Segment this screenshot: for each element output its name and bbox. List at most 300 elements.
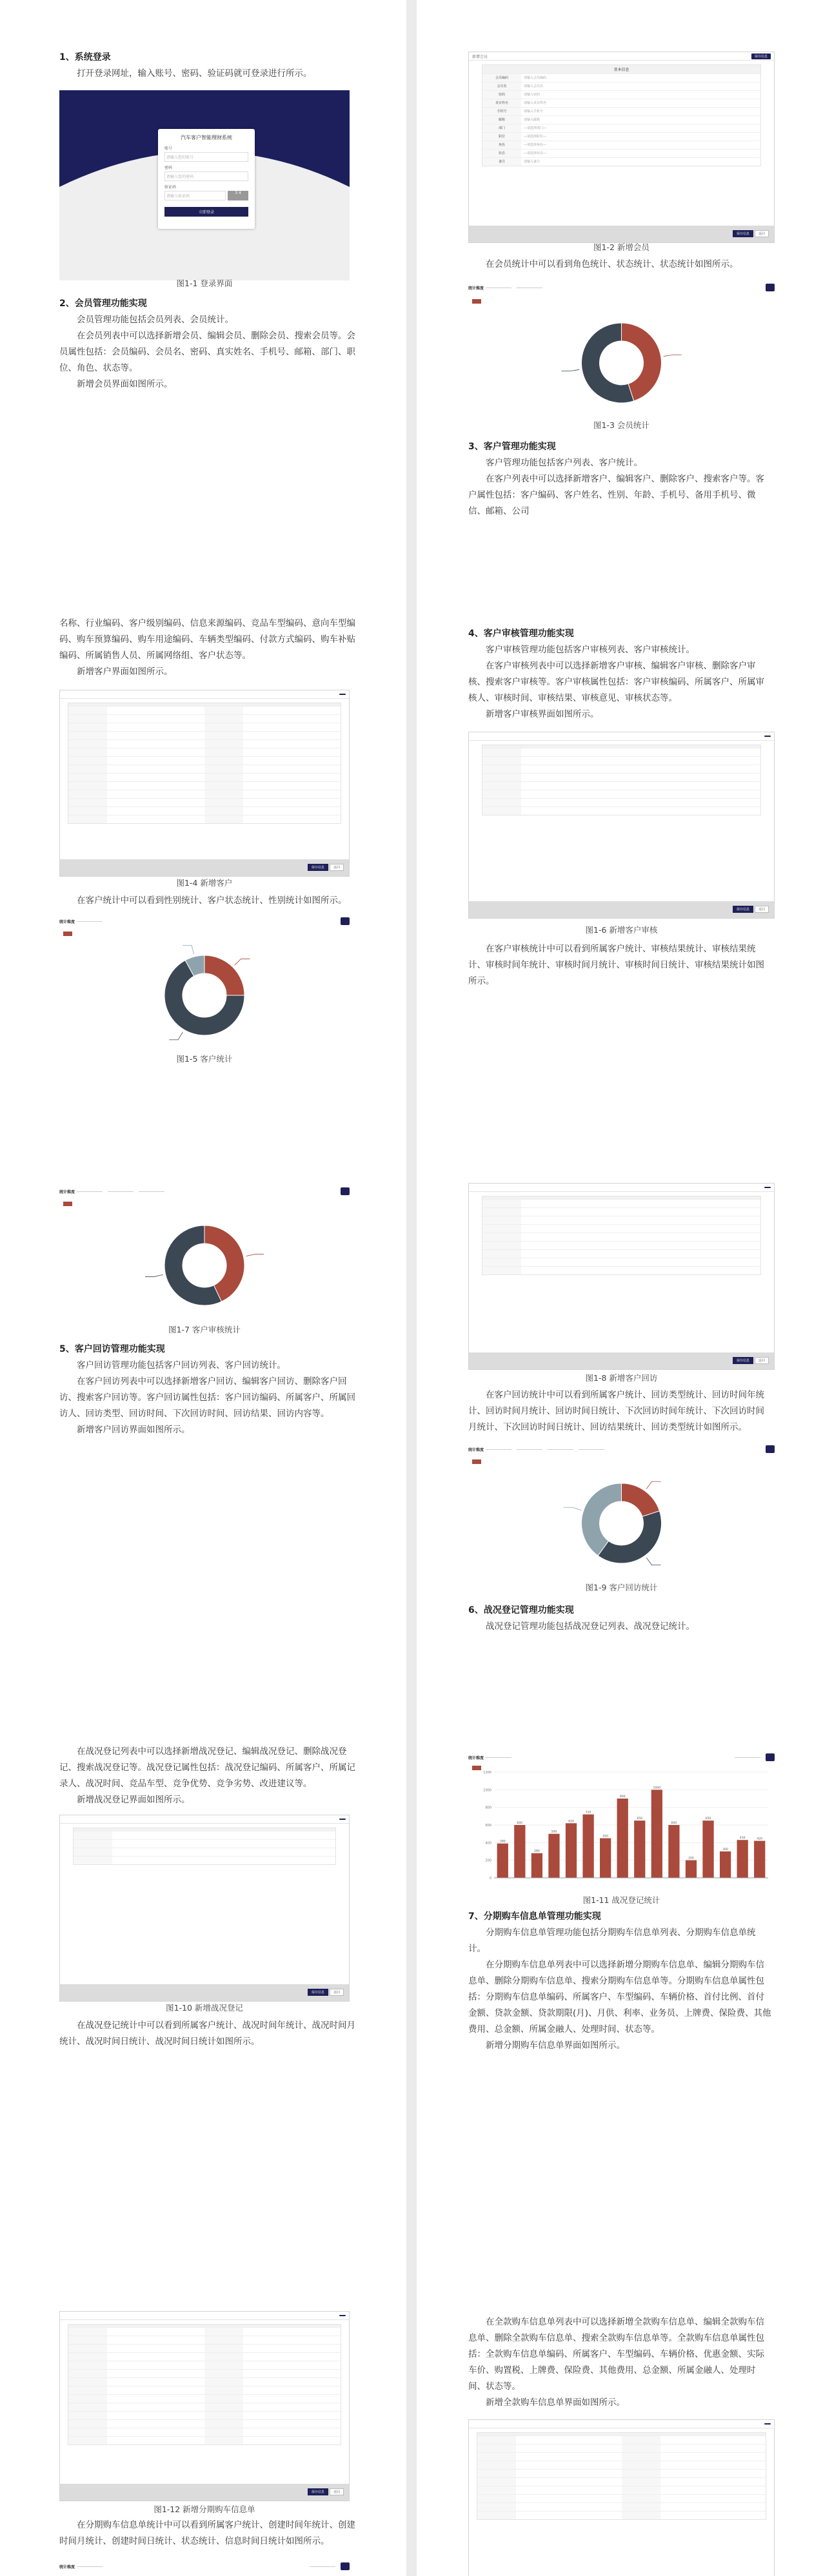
form-row (68, 756, 341, 765)
form-label (204, 2428, 243, 2436)
form-label (622, 2503, 660, 2511)
form-input[interactable] (516, 2453, 622, 2461)
y-tick-label: 200 (485, 1859, 491, 1863)
form-label (204, 715, 243, 723)
form-label (68, 2336, 107, 2344)
label-line (145, 1274, 163, 1276)
figure-caption: 图1-9 客户回访统计 (585, 1583, 658, 1592)
search-button[interactable] (766, 1445, 775, 1453)
form-input[interactable] (243, 707, 341, 714)
form-input[interactable] (107, 748, 204, 756)
filter-select[interactable] (77, 1191, 103, 1192)
form-input[interactable] (521, 782, 760, 790)
form-label (204, 790, 243, 798)
legend-swatch (472, 299, 481, 304)
form-input[interactable] (521, 1225, 760, 1233)
form-input[interactable]: 请输入手机号 (524, 110, 544, 113)
form-row (482, 1258, 760, 1266)
form-input[interactable] (107, 2428, 204, 2436)
figure-caption: 图1-3 会员统计 (593, 420, 649, 430)
bar (617, 1799, 628, 1878)
form-label: 密码 (482, 91, 521, 99)
form-input[interactable] (521, 1208, 760, 1216)
filter-select[interactable] (486, 1449, 511, 1450)
form-input[interactable] (516, 2461, 622, 2469)
search-button[interactable] (341, 1187, 350, 1195)
form-input[interactable] (107, 740, 204, 748)
form-input[interactable] (243, 2437, 341, 2444)
form-label (482, 799, 521, 806)
form-row (68, 765, 341, 773)
form-input[interactable] (521, 1267, 760, 1274)
back-button[interactable]: 返回 (330, 864, 344, 871)
form-input[interactable]: —请选择职位— (524, 135, 547, 139)
form-row (477, 2444, 766, 2452)
pie-chart (59, 929, 350, 1051)
form-input[interactable] (107, 807, 204, 815)
filter-select[interactable] (77, 2566, 103, 2567)
filter-select[interactable] (310, 2566, 335, 2567)
form-label (204, 757, 243, 765)
bar-value-label: 300 (722, 1848, 728, 1851)
save-info-button[interactable]: 保存信息 (308, 2488, 328, 2495)
form-label (68, 2428, 107, 2436)
form-label (204, 807, 243, 815)
form-input[interactable] (243, 2361, 341, 2369)
paragraph: 在会员统计中可以看到角色统计、状态统计、状态统计如图所示。 (486, 259, 739, 269)
doc-page-9 (0, 2259, 406, 2576)
form-row (68, 2403, 341, 2411)
form-input[interactable] (107, 2328, 204, 2336)
form-input[interactable]: —请选择状态— (524, 151, 547, 155)
bar (686, 1860, 697, 1878)
code-label: 验证码 (164, 185, 177, 190)
pie-chart (59, 1199, 350, 1322)
figure-caption: 图1-8 新增客户回访 (585, 1373, 658, 1383)
paragraph: 新增客户回访界面如图所示。 (77, 1425, 190, 1435)
form-label (68, 2437, 107, 2444)
form-input[interactable] (243, 715, 341, 723)
form-row (68, 773, 341, 781)
form-input[interactable] (243, 2370, 341, 2377)
form-input[interactable] (107, 2353, 204, 2361)
bar-value-label: 200 (688, 1857, 694, 1860)
form-row (482, 99, 760, 107)
search-button[interactable] (766, 284, 775, 291)
form-label (204, 707, 243, 714)
form-input[interactable] (660, 2503, 766, 2511)
filter-select[interactable] (486, 1757, 511, 1758)
form-label (204, 2386, 243, 2394)
filter-select[interactable] (517, 1449, 542, 1450)
form-input[interactable] (107, 790, 204, 798)
form-input[interactable] (107, 774, 204, 781)
form-row (482, 798, 760, 806)
form-input[interactable] (521, 1250, 760, 1258)
bar (600, 1839, 611, 1878)
form-row (74, 1848, 335, 1856)
form-input[interactable] (107, 707, 204, 714)
form-label (68, 723, 107, 731)
account-input[interactable]: 请输入您的账号 (164, 152, 248, 162)
form-input[interactable] (516, 2486, 622, 2494)
form-input[interactable]: 请输入邮箱 (524, 118, 540, 122)
form-input[interactable] (521, 774, 760, 781)
paragraph: 客户审核管理功能包括客户审核列表、客户审核统计。 (486, 645, 695, 655)
form-label (68, 2403, 107, 2411)
form-input[interactable] (107, 2437, 204, 2444)
bar (754, 1841, 765, 1878)
form-input[interactable] (660, 2461, 766, 2469)
pie-chart (468, 297, 775, 419)
form-input[interactable] (516, 2436, 622, 2444)
search-button[interactable] (341, 2562, 350, 2570)
paragraph: 新增会员界面如图所示。 (77, 379, 173, 389)
form-row (68, 2419, 341, 2428)
code-input[interactable]: 请输入验证码 (164, 191, 226, 200)
form-input[interactable] (243, 748, 341, 756)
paragraph: 在分期购车信息单统计中可以看到所属客户统计、创建时间年统计、创建时间月统计、创建时间日统计、状态统计、信息时间日统计如图所示。 (59, 2520, 355, 2546)
form-label (68, 2370, 107, 2377)
login-button[interactable]: 立即登录 (164, 207, 248, 217)
form-row (68, 2377, 341, 2386)
form-label (482, 782, 521, 790)
form-input[interactable] (660, 2478, 766, 2486)
form-input[interactable] (243, 723, 341, 731)
form-label (204, 2412, 243, 2419)
form-input[interactable] (107, 2412, 204, 2419)
form-row (68, 815, 341, 823)
form-input[interactable]: —请选择部门— (524, 126, 547, 130)
form-row (482, 157, 760, 166)
form-label (68, 757, 107, 765)
label-line (183, 946, 193, 955)
form-input[interactable] (243, 2428, 341, 2436)
form-input[interactable] (243, 2420, 341, 2428)
form-input[interactable] (521, 799, 760, 806)
form-input[interactable] (243, 790, 341, 798)
filter-select[interactable] (108, 1191, 134, 1192)
paragraph: 客户回访管理功能包括客户回访列表、客户回访统计。 (77, 1360, 286, 1371)
form-row (68, 706, 341, 714)
form-label (68, 2328, 107, 2336)
form-label: 状态 (482, 150, 521, 157)
form-input[interactable] (521, 790, 760, 798)
back-button[interactable]: 返回 (330, 2488, 344, 2495)
search-button[interactable] (341, 917, 350, 925)
form-input[interactable] (107, 2361, 204, 2369)
form-row (74, 1831, 335, 1839)
form-label: 职位 (482, 133, 521, 141)
bar (668, 1825, 679, 1878)
y-tick-label: 800 (485, 1806, 491, 1810)
section-heading: 5、客户回访管理功能实现 (59, 1344, 165, 1354)
form-input[interactable] (521, 1200, 760, 1207)
form-input[interactable] (516, 2512, 622, 2519)
save-button[interactable] (764, 1187, 771, 1188)
form-label (622, 2512, 660, 2519)
bar (531, 1853, 542, 1878)
label-line (235, 959, 250, 965)
form-input[interactable] (243, 2395, 341, 2403)
form-input[interactable] (521, 1258, 760, 1266)
save-button[interactable] (764, 2423, 771, 2425)
form-label (68, 790, 107, 798)
bar-value-label: 280 (534, 1849, 540, 1853)
form-input[interactable] (112, 1840, 335, 1848)
save-info-button[interactable]: 保存信息 (733, 230, 753, 237)
form-label (204, 2437, 243, 2444)
save-info-button[interactable]: 保存信息 (733, 906, 753, 913)
back-button[interactable]: 返回 (755, 230, 769, 237)
filter-select[interactable] (139, 1191, 164, 1192)
form-label (482, 757, 521, 765)
form-label (204, 740, 243, 748)
form-input[interactable] (516, 2470, 622, 2477)
bar (548, 1834, 559, 1878)
form-row (74, 1856, 335, 1864)
label-line (563, 1507, 580, 1510)
form-input[interactable] (107, 799, 204, 806)
password-label: 密码 (164, 166, 173, 170)
add-review-screenshot (468, 732, 775, 919)
form-row (477, 2452, 766, 2461)
form-input[interactable] (243, 740, 341, 748)
save-info-button[interactable]: 保存信息 (733, 1357, 753, 1364)
form-input[interactable] (521, 807, 760, 815)
form-label (482, 1200, 521, 1207)
form-input[interactable] (243, 2336, 341, 2344)
form-input[interactable] (521, 1242, 760, 1249)
chart-filter: 统计维度 (59, 2562, 350, 2570)
form-row (482, 1241, 760, 1249)
form-input[interactable]: 请输入真实姓名 (524, 101, 547, 105)
form-label (204, 2361, 243, 2369)
form-label (74, 1857, 112, 1864)
paragraph: 在战况登记列表中可以选择新增战况登记、编辑战况登记、删除战况登记、搜索战况登记等。战况登记属性包括：战况登记编码、所属客户、所属记录人、战况时间、竞品车型、竞争优势、竞争劣势、改进建议等。 (59, 1746, 355, 1789)
paragraph: 在客户回访列表中可以选择新增客户回访、编辑客户回访、删除客户回访、搜索客户回访等。客户回访属性包括：客户回访编码、所属客户、所属回访人、回访类型、回访时间、下次回访时间、回访结果、回访内容等。 (59, 1376, 355, 1419)
bar (651, 1790, 662, 1878)
form-input[interactable] (660, 2495, 766, 2503)
form-label: 手机号 (482, 108, 521, 115)
form-input[interactable] (243, 765, 341, 773)
form-input[interactable] (660, 2486, 766, 2494)
back-button[interactable]: 返回 (755, 1357, 769, 1364)
figure-caption: 图1-10 新增战况登记 (166, 2003, 243, 2013)
form-row (482, 82, 760, 90)
save-button[interactable] (339, 2315, 346, 2316)
form-input[interactable] (521, 765, 760, 773)
form-input[interactable] (660, 2436, 766, 2444)
form-label (482, 790, 521, 798)
form-label (622, 2495, 660, 2503)
form-input[interactable] (521, 1216, 760, 1224)
label-line (646, 1557, 660, 1565)
form-input[interactable] (243, 799, 341, 806)
form-row (68, 798, 341, 806)
pie-slice (598, 1511, 661, 1563)
back-button[interactable]: 返回 (755, 906, 769, 913)
form-input[interactable] (521, 757, 760, 765)
form-input[interactable] (243, 2378, 341, 2386)
form-label (204, 2336, 243, 2344)
form-input[interactable] (243, 2353, 341, 2361)
form-input[interactable] (243, 732, 341, 739)
bar-chart (468, 1763, 775, 1892)
form-input[interactable] (521, 1233, 760, 1241)
form-input[interactable] (243, 2412, 341, 2419)
form-label (68, 2361, 107, 2369)
form-input[interactable] (660, 2512, 766, 2519)
form-input[interactable] (107, 2345, 204, 2352)
form-input[interactable] (112, 1848, 335, 1856)
form-row (68, 2344, 341, 2352)
form-input[interactable] (516, 2495, 622, 2503)
filter-select[interactable] (735, 1757, 760, 1758)
form-input[interactable] (107, 2336, 204, 2344)
form-input[interactable] (660, 2444, 766, 2452)
form-row (477, 2486, 766, 2494)
form-input[interactable] (112, 1857, 335, 1864)
label-line (246, 1254, 264, 1256)
form-input[interactable] (107, 2370, 204, 2377)
form-label: 会员名 (482, 83, 521, 90)
form-row (482, 73, 760, 82)
form-label (74, 1831, 112, 1839)
legend-swatch (63, 932, 72, 936)
save-info-button[interactable]: 保存信息 (308, 864, 328, 871)
bar (737, 1840, 748, 1878)
legend-swatch (472, 1766, 481, 1770)
form-label (68, 2378, 107, 2386)
form-input[interactable] (243, 774, 341, 781)
form-input[interactable] (107, 757, 204, 765)
form-input[interactable]: 请输入会员名 (524, 84, 544, 88)
add-fullpay-screenshot (468, 2419, 775, 2576)
form-input[interactable] (516, 2503, 622, 2511)
search-button[interactable] (766, 1753, 775, 1761)
form-input[interactable] (112, 1831, 335, 1839)
captcha-image[interactable]: 3 4 (228, 191, 248, 200)
form-input[interactable] (107, 2395, 204, 2403)
form-input[interactable] (107, 2403, 204, 2411)
form-input[interactable]: 请输入会员编码 (524, 76, 547, 80)
form-input[interactable] (107, 732, 204, 739)
filter-select[interactable] (77, 921, 103, 922)
filter-select[interactable] (579, 1449, 604, 1450)
form-input[interactable] (243, 2328, 341, 2336)
form-label (482, 807, 521, 815)
form-input[interactable]: 请输入备注 (524, 160, 540, 164)
form-input[interactable] (243, 815, 341, 823)
y-tick-label: 600 (485, 1824, 491, 1828)
form-label (68, 2395, 107, 2403)
form-label (482, 1216, 521, 1224)
chart-filter: 统计维度 (468, 1753, 775, 1761)
form-input[interactable] (243, 782, 341, 790)
form-row (477, 2503, 766, 2511)
save-button[interactable] (764, 736, 771, 737)
form-input[interactable] (107, 2420, 204, 2428)
paragraph: 新增分期购车信息单界面如图所示。 (486, 2040, 625, 2051)
form-input[interactable] (243, 757, 341, 765)
form-input[interactable] (660, 2470, 766, 2477)
form-label (68, 732, 107, 739)
form-label (204, 2370, 243, 2377)
form-input[interactable] (107, 782, 204, 790)
filter-select[interactable] (548, 1449, 573, 1450)
form-label: 会员编码 (482, 74, 521, 82)
save-info-button[interactable]: 保存信息 (308, 1989, 328, 1996)
form-input[interactable] (243, 2403, 341, 2411)
form-row (68, 2361, 341, 2369)
form-label: 真实姓名 (482, 99, 521, 107)
chart-filter: 统计维度 (59, 1187, 350, 1195)
form-input[interactable] (107, 815, 204, 823)
form-label (482, 1258, 521, 1266)
bar-value-label: 420 (757, 1837, 763, 1841)
paragraph: 客户管理功能包括客户列表、客户统计。 (486, 458, 642, 468)
figure-caption: 图1-2 新增会员 (593, 242, 649, 252)
section-heading: 7、分期购车信息单管理功能实现 (468, 1911, 601, 1922)
form-input[interactable]: 请输入密码 (524, 93, 540, 97)
form-label (482, 1267, 521, 1274)
form-input[interactable] (243, 807, 341, 815)
form-input[interactable] (107, 2378, 204, 2386)
form-row (482, 1249, 760, 1258)
form-label (482, 1250, 521, 1258)
legend-swatch (63, 1202, 72, 1206)
form-row (68, 2428, 341, 2436)
form-input[interactable] (107, 765, 204, 773)
form-input[interactable] (107, 2386, 204, 2394)
form-label (204, 2353, 243, 2361)
save-button[interactable] (339, 694, 346, 695)
form-input[interactable]: —请选择角色— (524, 143, 547, 147)
bar-value-label: 650 (705, 1817, 711, 1821)
paragraph: 在全款购车信息单列表中可以选择新增全款购车信息单、编辑全款购车信息单、删除全款购车信息单、搜索全款购车信息单等。全款购车信息单属性包括：全款购车信息单编码、所属客户、车型编码、车辆价格、优惠金额、实际车价、购置税、上牌费、保险费、其他费用、总金额、所属金融人、处理时间、状态等。 (468, 2317, 764, 2392)
password-input[interactable]: 请输入您的密码 (164, 171, 248, 181)
form-label (482, 1242, 521, 1249)
bar-value-label: 450 (602, 1835, 608, 1839)
form-input[interactable] (243, 2345, 341, 2352)
form-label (68, 715, 107, 723)
form-input[interactable] (107, 715, 204, 723)
doc-page-4 (417, 571, 823, 1135)
form-label: 部门 (482, 124, 521, 132)
save-button[interactable]: 保存信息 (751, 54, 771, 59)
form-label (68, 707, 107, 714)
form-label (68, 782, 107, 790)
figure-caption: 图1-7 客户审核统计 (168, 1325, 241, 1334)
form-input[interactable] (516, 2444, 622, 2452)
chart-filter: 统计维度 (468, 1445, 775, 1453)
back-button[interactable]: 返回 (330, 1989, 344, 1996)
doc-page-5 (0, 1135, 406, 1699)
add-battle-record-screenshot (59, 1815, 350, 2002)
form-input[interactable] (516, 2478, 622, 2486)
form-input[interactable] (660, 2453, 766, 2461)
save-button[interactable] (339, 1819, 346, 1820)
form-input[interactable] (107, 723, 204, 731)
form-input[interactable] (243, 2386, 341, 2394)
form-label (68, 815, 107, 823)
doc-page-10 (417, 2259, 823, 2576)
form-label (622, 2478, 660, 2486)
form-row (482, 107, 760, 115)
form-input[interactable] (521, 748, 760, 756)
form-label (477, 2495, 516, 2503)
